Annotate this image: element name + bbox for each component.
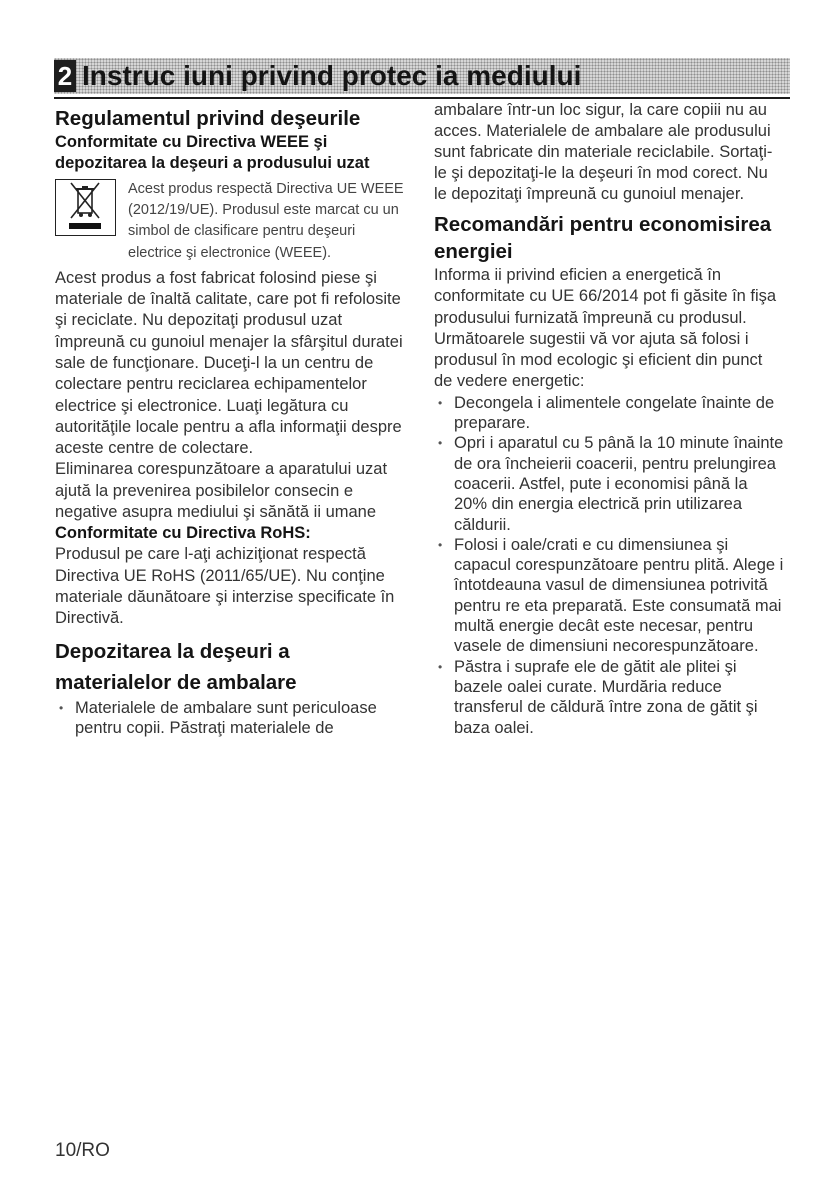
weee-block <box>55 179 410 264</box>
list-item: • Păstra i suprafe ele de gătit ale plitei şi bazele oalei curate. Murdăria reduce transferul de căldură între zona de gătit şi baza oalei. <box>434 657 784 738</box>
list-item: • Decongela i alimentele congelate înainte de preparare. <box>434 393 784 434</box>
packaging-heading: Depozitarea la deşeuri a materialelor de ambalare <box>55 639 297 694</box>
regulation-heading: Regulamentul privind deşeurile <box>55 107 361 130</box>
right-column <box>434 100 784 738</box>
list-item: • Folosi i oale/crati e cu dimensiunea şi capacul corespunzătoare pentru plită. Alege i întotdeauna vasul de dimensiunea potrivită pentru re eta preparată. Este consumată mai multă energie decât este necesar, pentru vasele de dimensiuni necorespunzătoare. <box>434 535 784 657</box>
energy-heading: Recomandări pentru economisirea energiei <box>434 213 772 263</box>
energy-tips-list <box>434 393 784 738</box>
rohs-text: Produsul pe care l-aţi achiziţionat respectă Directiva UE RoHS (2011/65/UE). Nu conţine materiale dăunătoare şi interzise specificate în Directivă. <box>55 545 395 628</box>
chapter-title: Instruc iuni privind protec ia mediului <box>82 60 582 91</box>
weee-paragraph: Acest produs a fost fabricat folosind piese şi materiale de înaltă calitate, care pot fi refolosite şi reciclate. Nu depozitaţi produsul uzat împreună cu gunoiul menajer la sfârşitul duratei sale de funcţionare. Duceţi-l la un centru de colectare pentru reciclarea echipamentelor electrice şi electronice. Luaţi legătura cu autorităţile locale pentru a afla informaţii despre aceste centre de colectare. <box>55 268 403 458</box>
weee-symbol-text: Acest produs respectă Directiva UE WEEE (2012/19/UE). Produsul este marcat cu un simbol de clasificare pentru deşeuri electrice şi electronice (WEEE). <box>128 181 404 261</box>
weee-heading: Conformitate cu Directiva WEEE şi depozitarea la deşeuri a produsului uzat <box>55 133 370 172</box>
page-number: 10/RO <box>55 1140 110 1161</box>
header-divider <box>54 97 790 99</box>
list-item: • Opri i aparatul cu 5 până la 10 minute înainte de ora încheierii coacerii, pentru prelungirea coacerii. Astfel, pute i economisi până la 20% din energia electrică prin utilizarea căldurii. <box>434 433 784 534</box>
rohs-heading: Conformitate cu Directiva RoHS: <box>55 524 311 543</box>
left-column <box>55 100 410 738</box>
energy-intro: Informa ii privind eficien a energetică în conformitate cu UE 66/2014 pot fi găsite în fişa produsului furnizată împreună cu produsul. Următoarele sugestii vă vor ajuta să folosi i produsul în mod ecologic şi eficient din punct de vedere energetic: <box>434 266 777 391</box>
packaging-list <box>55 698 410 739</box>
weee-paragraph: Eliminarea corespunzătoare a aparatului uzat ajută la prevenirea posibilelor consecin e negative asupra mediului şi sănătă ii umane <box>55 460 388 522</box>
chapter-number-badge: 2 <box>54 60 76 92</box>
packaging-continuation: ambalare într-un loc sigur, la care copiii nu au acces. Materialele de ambalare ale produsului sunt fabricate din materiale reciclabile. Sortaţi-le şi depozitaţi-le la deşeuri în mod corect. Nu le depozitaţi împreună cu gunoiul menajer. <box>434 101 773 203</box>
crossed-out-wheelie-bin-icon <box>55 179 116 236</box>
list-item: • Materialele de ambalare sunt periculoase pentru copii. Păstraţi materialele de <box>55 698 410 739</box>
